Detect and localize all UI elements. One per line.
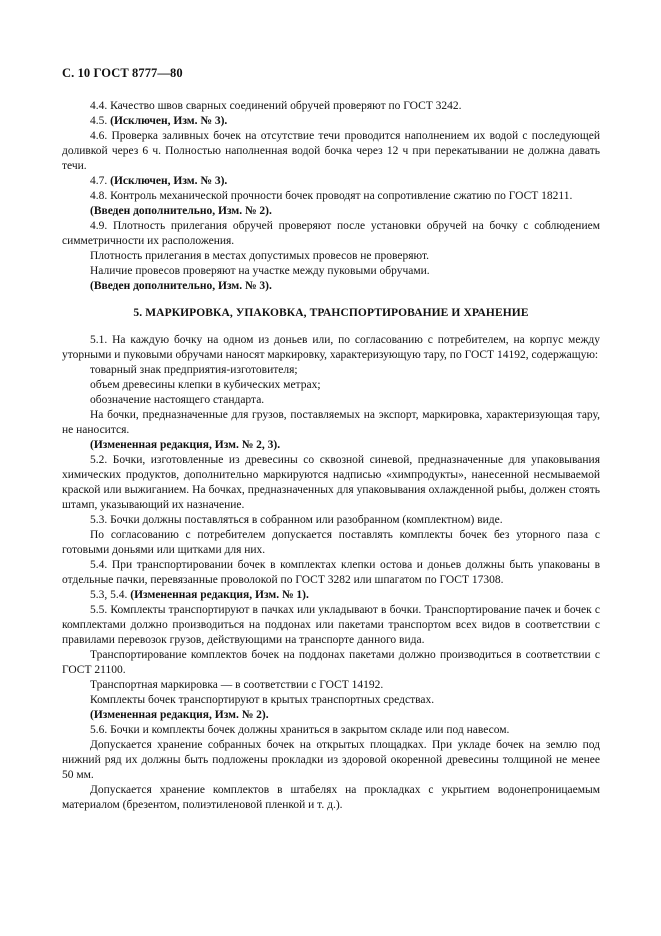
section-5 bbox=[62, 333, 600, 813]
paragraph: По согласованию с потребителем допускается поставлять комплекты бочек без уторного паза с готовыми доньями или щитками для них. bbox=[62, 529, 600, 556]
paragraph: 4.6. Проверка заливных бочек на отсутствие течи проводится наполнением их водой с последующей доливкой через 6 ч. Полностью наполненная водой бочка через 12 ч при перекатывании не должна давать течи. bbox=[62, 130, 600, 172]
paragraph: товарный знак предприятия-изготовителя; bbox=[90, 364, 298, 376]
amendment-note: (Введен дополнительно, Изм. № 2). bbox=[90, 205, 272, 217]
paragraph bbox=[62, 114, 600, 129]
section-5-title: 5. МАРКИРОВКА, УПАКОВКА, ТРАНСПОРТИРОВАНИЕ И ХРАНЕНИЕ bbox=[133, 307, 529, 319]
paragraph: обозначение настоящего стандарта. bbox=[90, 394, 265, 406]
clause-number: 4.7. bbox=[90, 175, 111, 187]
paragraph: 5.1. На каждую бочку на одном из доньев или, по согласованию с потребителем, на корпус между уторными и пуковыми обручами наносят маркировку, характеризующую тару, по ГОСТ 14192, содержащую: bbox=[62, 334, 600, 361]
amendment-note: (Измененная редакция, Изм. № 2). bbox=[90, 709, 269, 721]
paragraph: 5.4. При транспортировании бочек в комплектах клепки остова и доньев должны быть упакованы в отдельные пачки, перевязанные проволокой по ГОСТ 3282 или шпагатом по ГОСТ 17308. bbox=[62, 559, 600, 586]
paragraph: объем древесины клепки в кубических метрах; bbox=[90, 379, 321, 391]
paragraph: 5.5. Комплекты транспортируют в пачках или укладывают в бочки. Транспортирование пачек и бочек с комплектами должно производиться на поддонах или пакетами транспортом всех видов в соответствии с правилами перевозок грузов, действующими на транспорте данного вида. bbox=[62, 604, 600, 646]
section-4 bbox=[62, 99, 600, 294]
paragraph: Допускается хранение комплектов в штабелях на прокладках с укрытием водонепроницаемым материалом (брезентом, полиэтиленовой пленкой и т. д.). bbox=[62, 784, 600, 811]
paragraph: Транспортная маркировка — в соответствии с ГОСТ 14192. bbox=[90, 679, 384, 691]
page-header: С. 10 ГОСТ 8777—80 bbox=[62, 66, 183, 80]
amendment-note: (Исключен, Изм. № 3). bbox=[110, 115, 228, 127]
paragraph: Допускается хранение собранных бочек на открытых площадках. При укладе бочек на землю под нижний ряд их должны быть подложены прокладки из здоровой окоренной древесины толщиной не менее 50 мм. bbox=[62, 739, 600, 781]
paragraph: 4.8. Контроль механической прочности бочек проводят на сопротивление сжатию по ГОСТ 18211. bbox=[90, 190, 573, 202]
paragraph: На бочки, предназначенные для грузов, поставляемых на экспорт, маркировка, характеризующая тару, не наносится. bbox=[62, 409, 600, 436]
clause-number: 4.5. bbox=[90, 115, 111, 127]
paragraph: Транспортирование комплектов бочек на поддонах пакетами должно производиться в соответствии с ГОСТ 21100. bbox=[62, 649, 600, 676]
paragraph: 5.3. Бочки должны поставляться в собранном или разобранном (комплектном) виде. bbox=[90, 514, 503, 526]
amendment-note: (Измененная редакция, Изм. № 2, 3). bbox=[90, 439, 281, 451]
document-body bbox=[62, 99, 600, 813]
clause-number: 5.3, 5.4. bbox=[90, 589, 131, 601]
paragraph: 5.6. Бочки и комплекты бочек должны храниться в закрытом складе или под навесом. bbox=[90, 724, 510, 736]
amendment-note: (Исключен, Изм. № 3). bbox=[110, 175, 228, 187]
paragraph bbox=[62, 174, 600, 189]
amendment-note: (Введен дополнительно, Изм. № 3). bbox=[90, 280, 272, 292]
paragraph: 4.9. Плотность прилегания обручей проверяют после установки обручей на бочку с соблюдением симметричности их расположения. bbox=[62, 220, 600, 247]
amendment-note: (Измененная редакция, Изм. № 1). bbox=[130, 589, 309, 601]
paragraph bbox=[62, 588, 600, 603]
paragraph: Наличие провесов проверяют на участке между пуковыми обручами. bbox=[90, 265, 430, 277]
paragraph: 4.4. Качество швов сварных соединений обручей проверяют по ГОСТ 3242. bbox=[90, 100, 462, 112]
paragraph: 5.2. Бочки, изготовленные из древесины со сквозной синевой, предназначенные для упаковывания химических продуктов, дополнительно маркируются надписью «химпродукты», нанесенной несмываемой краской или выжиганием. На бочках, предназначенных для упаковывания охлажденной рыбы, должен стоять штамп, указывающий их назначение. bbox=[62, 454, 600, 511]
paragraph: Комплекты бочек транспортируют в крытых транспортных средствах. bbox=[90, 694, 435, 706]
paragraph: Плотность прилегания в местах допустимых провесов не проверяют. bbox=[90, 250, 430, 262]
